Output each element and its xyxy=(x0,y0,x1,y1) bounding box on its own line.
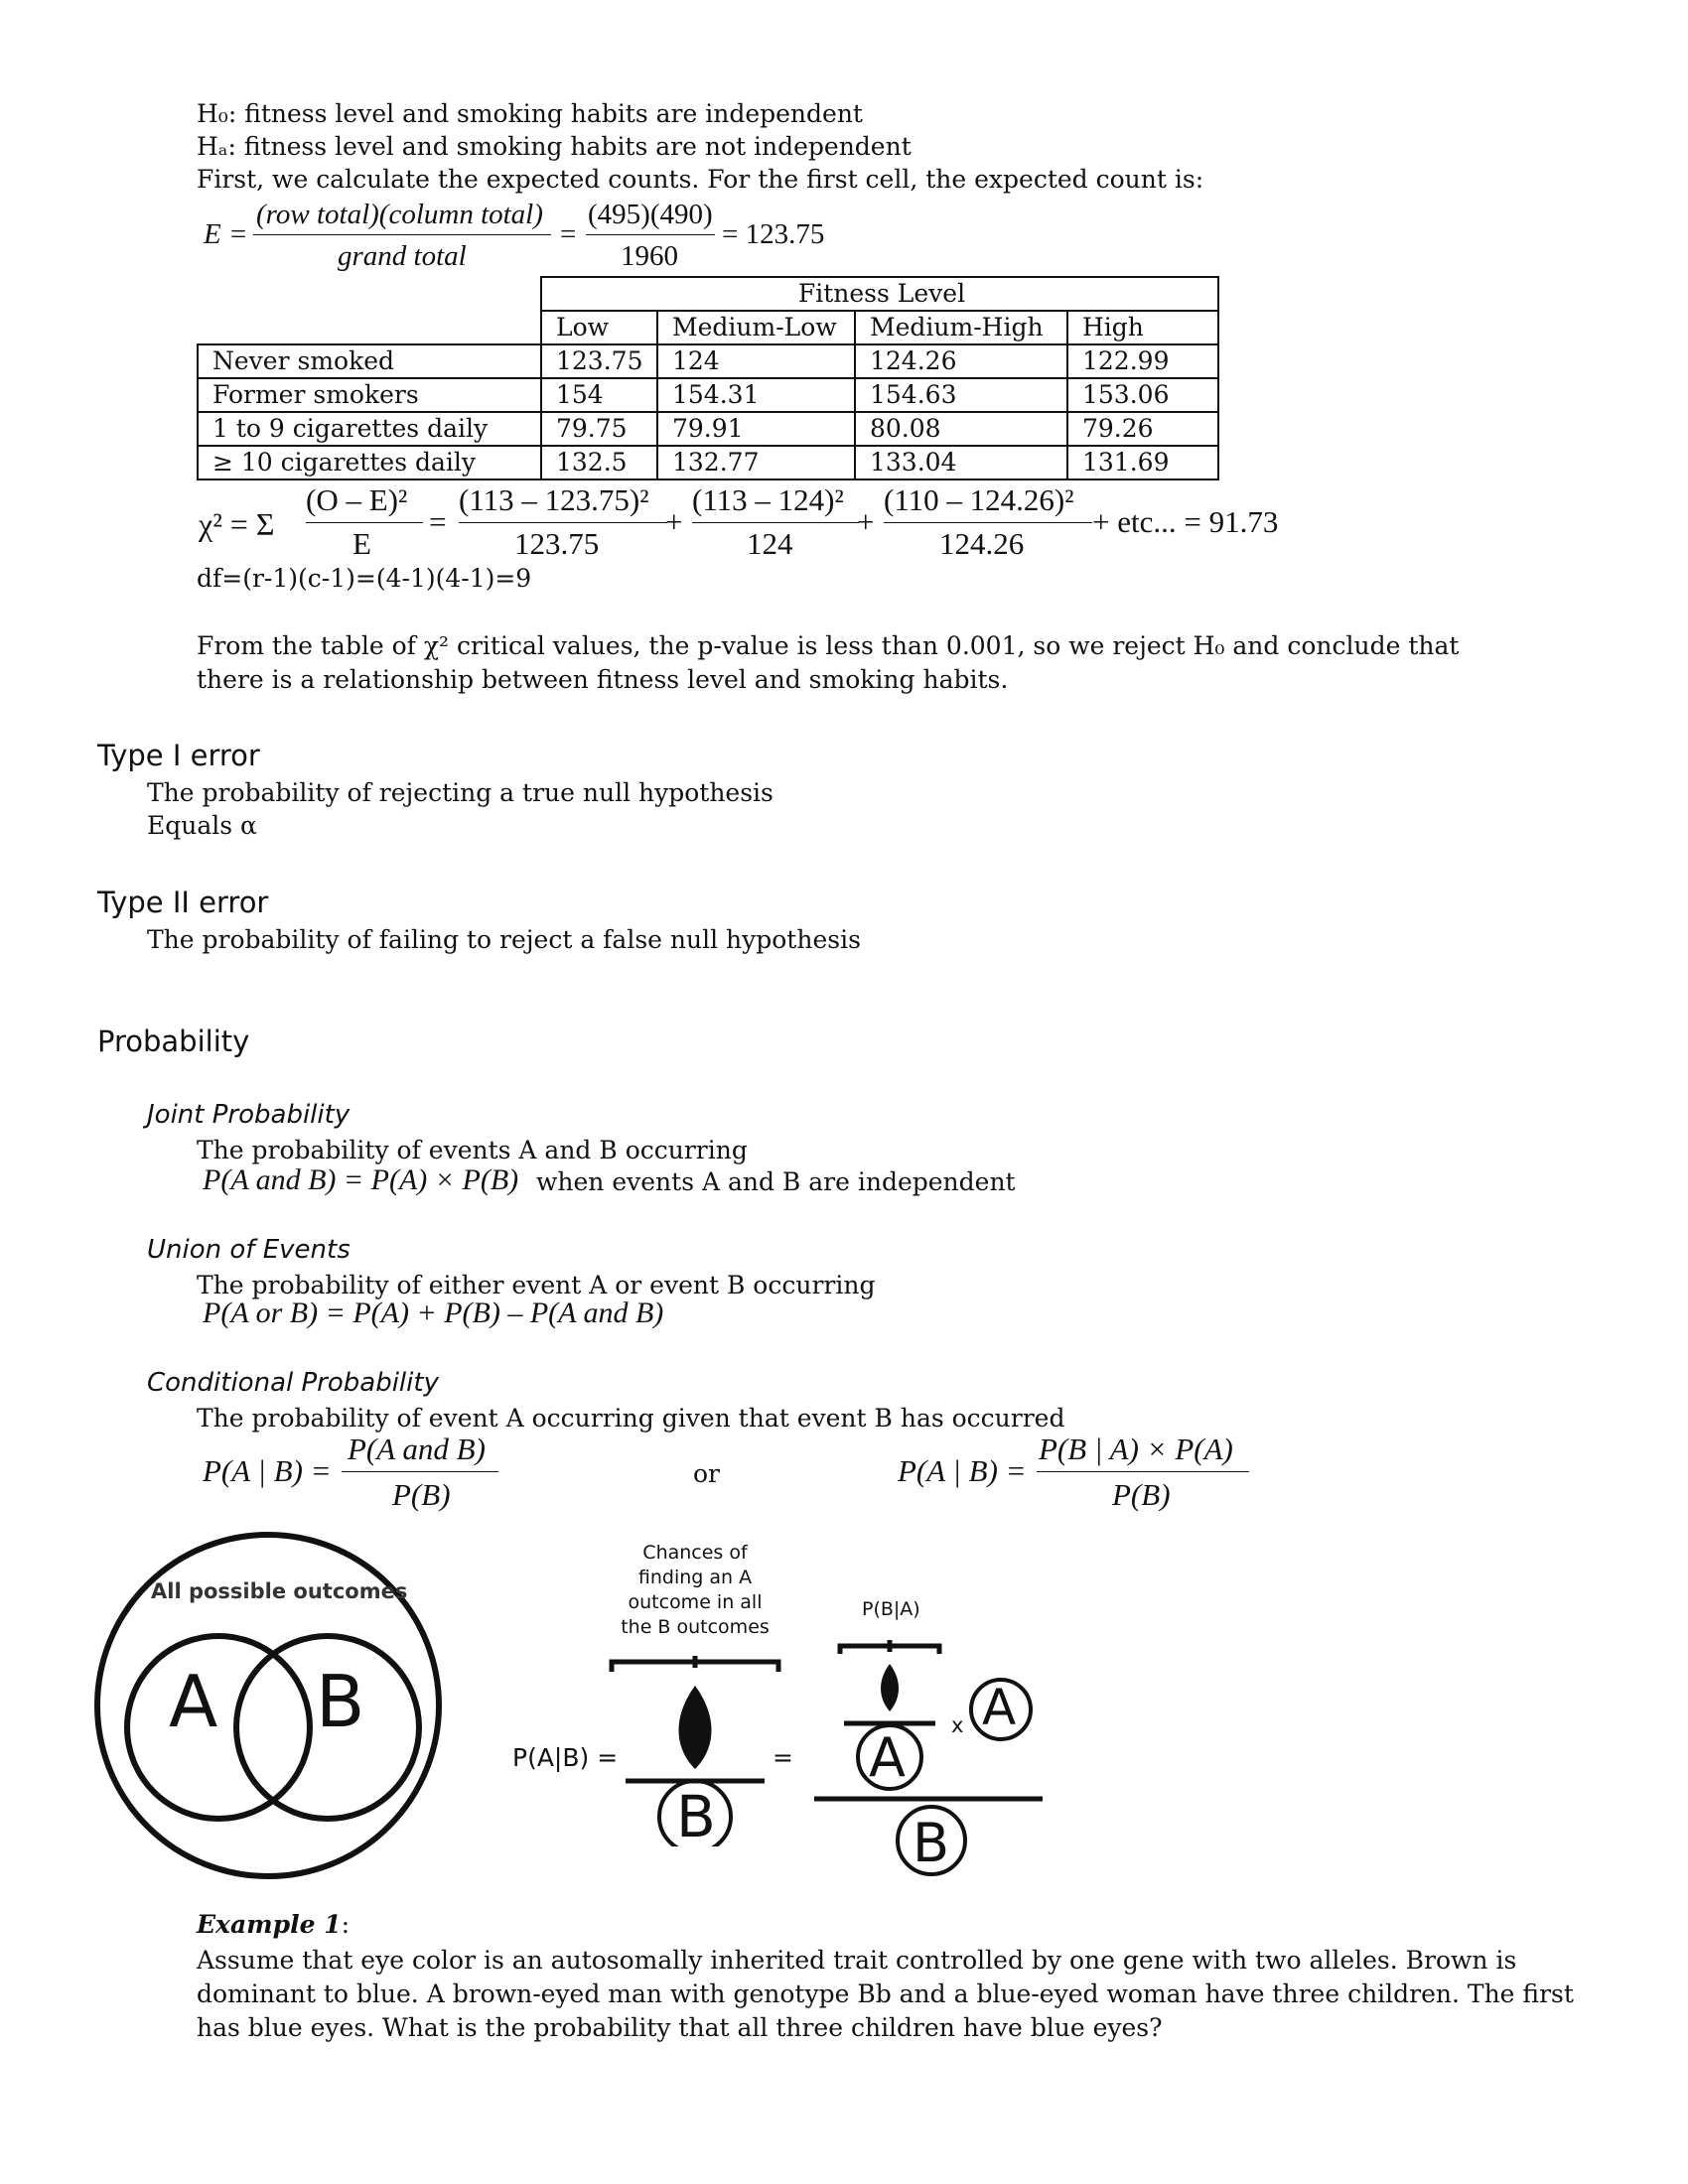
chi-result: + etc... = 91.73 xyxy=(1092,504,1279,539)
cond-denominator: P(B) xyxy=(392,1477,451,1512)
equals-sign: = xyxy=(773,1743,793,1772)
fitness-level-header: Fitness Level xyxy=(541,277,1218,311)
intersection-lens xyxy=(881,1664,899,1711)
type1-alpha: Equals α xyxy=(147,811,257,840)
table-row xyxy=(198,446,1218,479)
intersection-lens xyxy=(679,1686,712,1769)
table-cell: 132.77 xyxy=(657,446,855,479)
joint-probability-heading: Joint Probability xyxy=(147,1100,351,1130)
diagram-b-label: B xyxy=(676,1783,716,1850)
table-row xyxy=(198,378,1218,412)
table-cell: 154.63 xyxy=(855,378,1067,412)
formula-numerator-values: (495)(490) xyxy=(588,199,713,230)
chi-denominator: E xyxy=(352,526,371,561)
type2-definition: The probability of failing to reject a false null hypothesis xyxy=(147,925,861,954)
table-cell: 79.26 xyxy=(1067,412,1218,446)
table-row xyxy=(198,344,1218,378)
type1-heading: Type I error xyxy=(97,739,260,772)
row-label: Never smoked xyxy=(198,344,541,378)
example-text: Assume that eye color is an autosomally inherited trait controlled by one gene with two alleles. Brown is dominant to blue. A brown-eyed man with genotype Bb and a blue-eyed woman have three children. The first has blue eyes. What is the probability that all three children have blue eyes? xyxy=(197,1946,1574,2042)
type1-definition: The probability of rejecting a true null hypothesis xyxy=(147,778,774,807)
fraction-bar xyxy=(253,234,551,235)
table-cell: 131.69 xyxy=(1067,446,1218,479)
alternative-hypothesis: Hₐ: fitness level and smoking habits are not independent xyxy=(197,132,912,161)
fraction-bar xyxy=(692,522,859,523)
formula-equals: = xyxy=(560,218,577,250)
bayes-lhs: P(A | B) = xyxy=(898,1453,1027,1488)
joint-probability-formula: P(A and B) = P(A) × P(B) xyxy=(203,1163,519,1196)
table-cell: 124 xyxy=(657,344,855,378)
times-sign: x xyxy=(951,1713,964,1737)
fraction-bar xyxy=(306,522,423,523)
fraction-bar xyxy=(1037,1471,1249,1472)
fraction-bar xyxy=(459,522,667,523)
table-group-header-row xyxy=(198,277,1218,311)
joint-probability-note: when events A and B are independent xyxy=(536,1167,1016,1196)
chances-caption: Chances of finding an A outcome in all the B outcomes xyxy=(621,1542,770,1638)
term1-numerator: (113 – 123.75)² xyxy=(459,482,649,517)
table-cell: 79.91 xyxy=(657,412,855,446)
row-label: Former smokers xyxy=(198,378,541,412)
joint-probability-desc: The probability of events A and B occurring xyxy=(197,1136,748,1164)
row-label: 1 to 9 cigarettes daily xyxy=(198,412,541,446)
expected-counts-table xyxy=(197,276,1219,480)
degrees-of-freedom: df=(r-1)(c-1)=(4-1)(4-1)=9 xyxy=(197,564,532,593)
cond-numerator: P(A and B) xyxy=(348,1432,486,1466)
table-cell: 154 xyxy=(541,378,657,412)
union-desc: The probability of either event A or event B occurring xyxy=(197,1271,876,1299)
column-header: Low xyxy=(541,311,657,344)
bayes-numerator: P(B | A) × P(A) xyxy=(1039,1432,1233,1466)
table-cell: 153.06 xyxy=(1067,378,1218,412)
venn-circles xyxy=(79,1519,496,1896)
table-cell: 132.5 xyxy=(541,446,657,479)
row-label: ≥ 10 cigarettes daily xyxy=(198,446,541,479)
term1-denominator: 123.75 xyxy=(514,526,600,561)
or-label: or xyxy=(693,1459,721,1488)
column-header: Medium-High xyxy=(855,311,1067,344)
chi-lhs: χ² = Σ xyxy=(199,506,275,542)
expected-intro: First, we calculate the expected counts. For the first cell, the expected count is: xyxy=(197,165,1204,194)
term3-numerator: (110 – 124.26)² xyxy=(884,482,1074,517)
venn-caption: All possible outcomes xyxy=(151,1579,408,1603)
column-header: High xyxy=(1067,311,1218,344)
formula-result: = 123.75 xyxy=(722,218,825,250)
conditional-desc: The probability of event A occurring given that event B has occurred xyxy=(197,1404,1065,1433)
conditional-heading: Conditional Probability xyxy=(147,1368,439,1398)
venn-label-a: A xyxy=(169,1660,218,1743)
chi-equals: = xyxy=(429,504,447,539)
probability-heading: Probability xyxy=(97,1024,250,1058)
example-colon: : xyxy=(341,1910,351,1939)
fraction-bar xyxy=(884,522,1092,523)
table-cell: 124.26 xyxy=(855,344,1067,378)
table-cell: 79.75 xyxy=(541,412,657,446)
pab-label: P(A|B) = xyxy=(512,1743,619,1772)
table-cell: 133.04 xyxy=(855,446,1067,479)
formula-denominator-values: 1960 xyxy=(621,240,678,272)
formula-numerator: (row total)(column total) xyxy=(256,199,543,230)
null-hypothesis: H₀: fitness level and smoking habits are independent xyxy=(197,99,863,128)
column-header: Medium-Low xyxy=(657,311,855,344)
table-cell: 80.08 xyxy=(855,412,1067,446)
bayes-a-lower-label: A xyxy=(869,1726,906,1789)
pba-label: P(B|A) xyxy=(862,1598,920,1620)
bayes-a-right-label: A xyxy=(982,1679,1017,1736)
table-cell: 122.99 xyxy=(1067,344,1218,378)
bayes-b-label: B xyxy=(913,1812,950,1874)
table-cell: 154.31 xyxy=(657,378,855,412)
fraction-bar xyxy=(586,234,715,235)
conclusion-paragraph: From the table of χ² critical values, the p-value is less than 0.001, so we reject H₀ and conclude that there is a relationship between fitness level and smoking habits. xyxy=(197,631,1460,694)
union-heading: Union of Events xyxy=(147,1235,351,1265)
table-row xyxy=(198,412,1218,446)
chi-numerator: (O – E)² xyxy=(306,482,408,517)
plus-sign: + xyxy=(857,504,875,539)
table-header-row xyxy=(198,311,1218,344)
table-cell: 123.75 xyxy=(541,344,657,378)
term2-denominator: 124 xyxy=(747,526,793,561)
term2-numerator: (113 – 124)² xyxy=(692,482,844,517)
formula-lhs: E = xyxy=(204,218,248,250)
formula-denominator: grand total xyxy=(338,240,467,272)
example-title: Example 1 xyxy=(197,1910,342,1939)
example-heading xyxy=(197,1910,350,1939)
fraction-bar xyxy=(342,1471,498,1472)
term3-denominator: 124.26 xyxy=(939,526,1025,561)
union-formula: P(A or B) = P(A) + P(B) – P(A and B) xyxy=(203,1297,664,1329)
set-a-circle xyxy=(127,1636,310,1819)
venn-label-b: B xyxy=(316,1660,365,1743)
bayes-denominator: P(B) xyxy=(1112,1477,1171,1512)
type2-heading: Type II error xyxy=(97,886,269,919)
cond-lhs: P(A | B) = xyxy=(203,1453,332,1488)
plus-sign: + xyxy=(665,504,683,539)
